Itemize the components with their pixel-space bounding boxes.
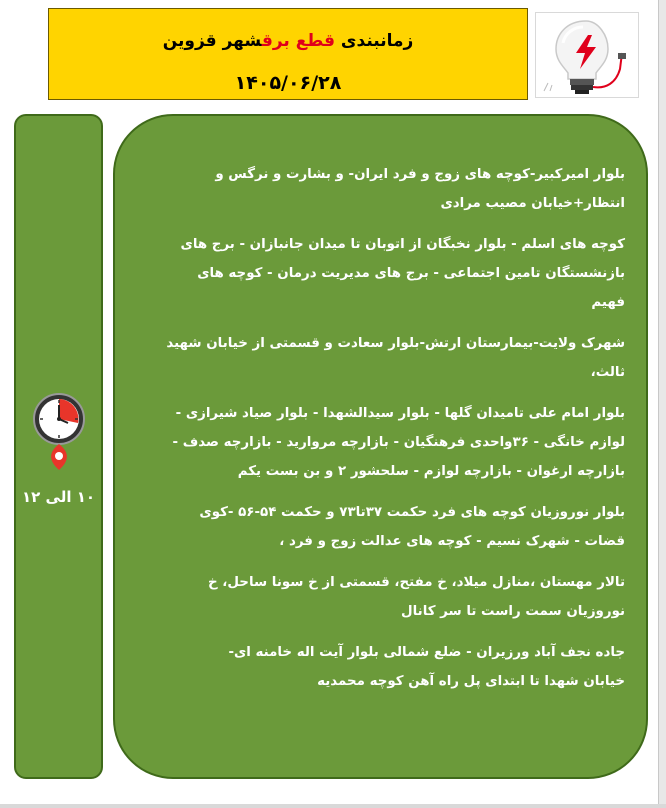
header-banner [48,8,528,100]
area-line: نوروزیان سمت راست تا سر کانال [401,604,625,619]
title-prefix: زمانبندی [335,31,414,51]
time-range-label: ۱۰ الی ۱۲ [21,488,96,506]
area-item [149,498,625,556]
time-slot-panel [14,114,103,779]
page-title [49,31,527,51]
outage-areas-panel [113,114,648,779]
clock-pin-icon [32,392,86,472]
area-line: قضات - شهرک نسیم - کوچه های عدالت زوج و فرد ، [279,534,625,549]
area-line: جاده نجف آباد ورزیران - ضلع شمالی بلوار آیت اله خامنه ای- [228,645,625,660]
area-line: خیابان شهدا تا ابتدای پل راه آهن کوچه محمدیه [317,674,625,689]
area-item [149,399,625,486]
area-line: لوازم خانگی - ۳۶واحدی فرهنگیان - بازارچه مروارید - بازارچه صدف - [172,435,625,450]
area-line: کوچه های اسلم - بلوار نخبگان از اتوبان تا میدان جانبازان - برج های [180,237,625,252]
area-line: تالار مهستان ،منازل میلاد، خ مفتح، قسمتی از خ سونا ساحل، خ [207,575,625,590]
lightbulb-lightning-icon [535,12,639,98]
window-bottom-edge [0,804,666,808]
area-item [149,329,625,387]
area-line: بلوار امیرکبیر-کوچه های زوج و فرد ایران- و بشارت و نرگس و [215,167,625,182]
area-item [149,230,625,317]
title-suffix: شهر قزوین [162,31,262,51]
area-line: بازنشستگان تامین اجتماعی - برج های مدیریت درمان - کوچه های [197,266,625,281]
area-line: بلوار نوروزیان کوچه های فرد حکمت ۳۷تا۷۳ و حکمت ۵۴-۵۶ -کوی [199,505,625,520]
area-line: بازارچه ارغوان - بازارچه لوازم - سلحشور ۲ و بن بست یکم [237,464,625,479]
area-line: ثالث، [590,365,625,380]
area-line: شهرک ولایت-بیمارستان ارتش-بلوار سعادت و قسمتی از خیابان شهید [166,336,625,351]
window-right-edge [658,0,666,808]
area-item [149,638,625,696]
area-item [149,160,625,218]
schedule-date: ۱۴۰۵/۰۶/۲۸ [234,72,342,94]
area-line: انتظار+خیابان مصیب مرادی [440,196,625,211]
area-item [149,568,625,626]
area-line: بلوار امام علی تامیدان گلها - بلوار سیدالشهدا - بلوار صیاد شیرازی - [175,406,625,421]
areas-list [149,160,625,708]
area-line: فهیم [591,295,625,310]
title-highlight: قطع برق [261,31,335,51]
